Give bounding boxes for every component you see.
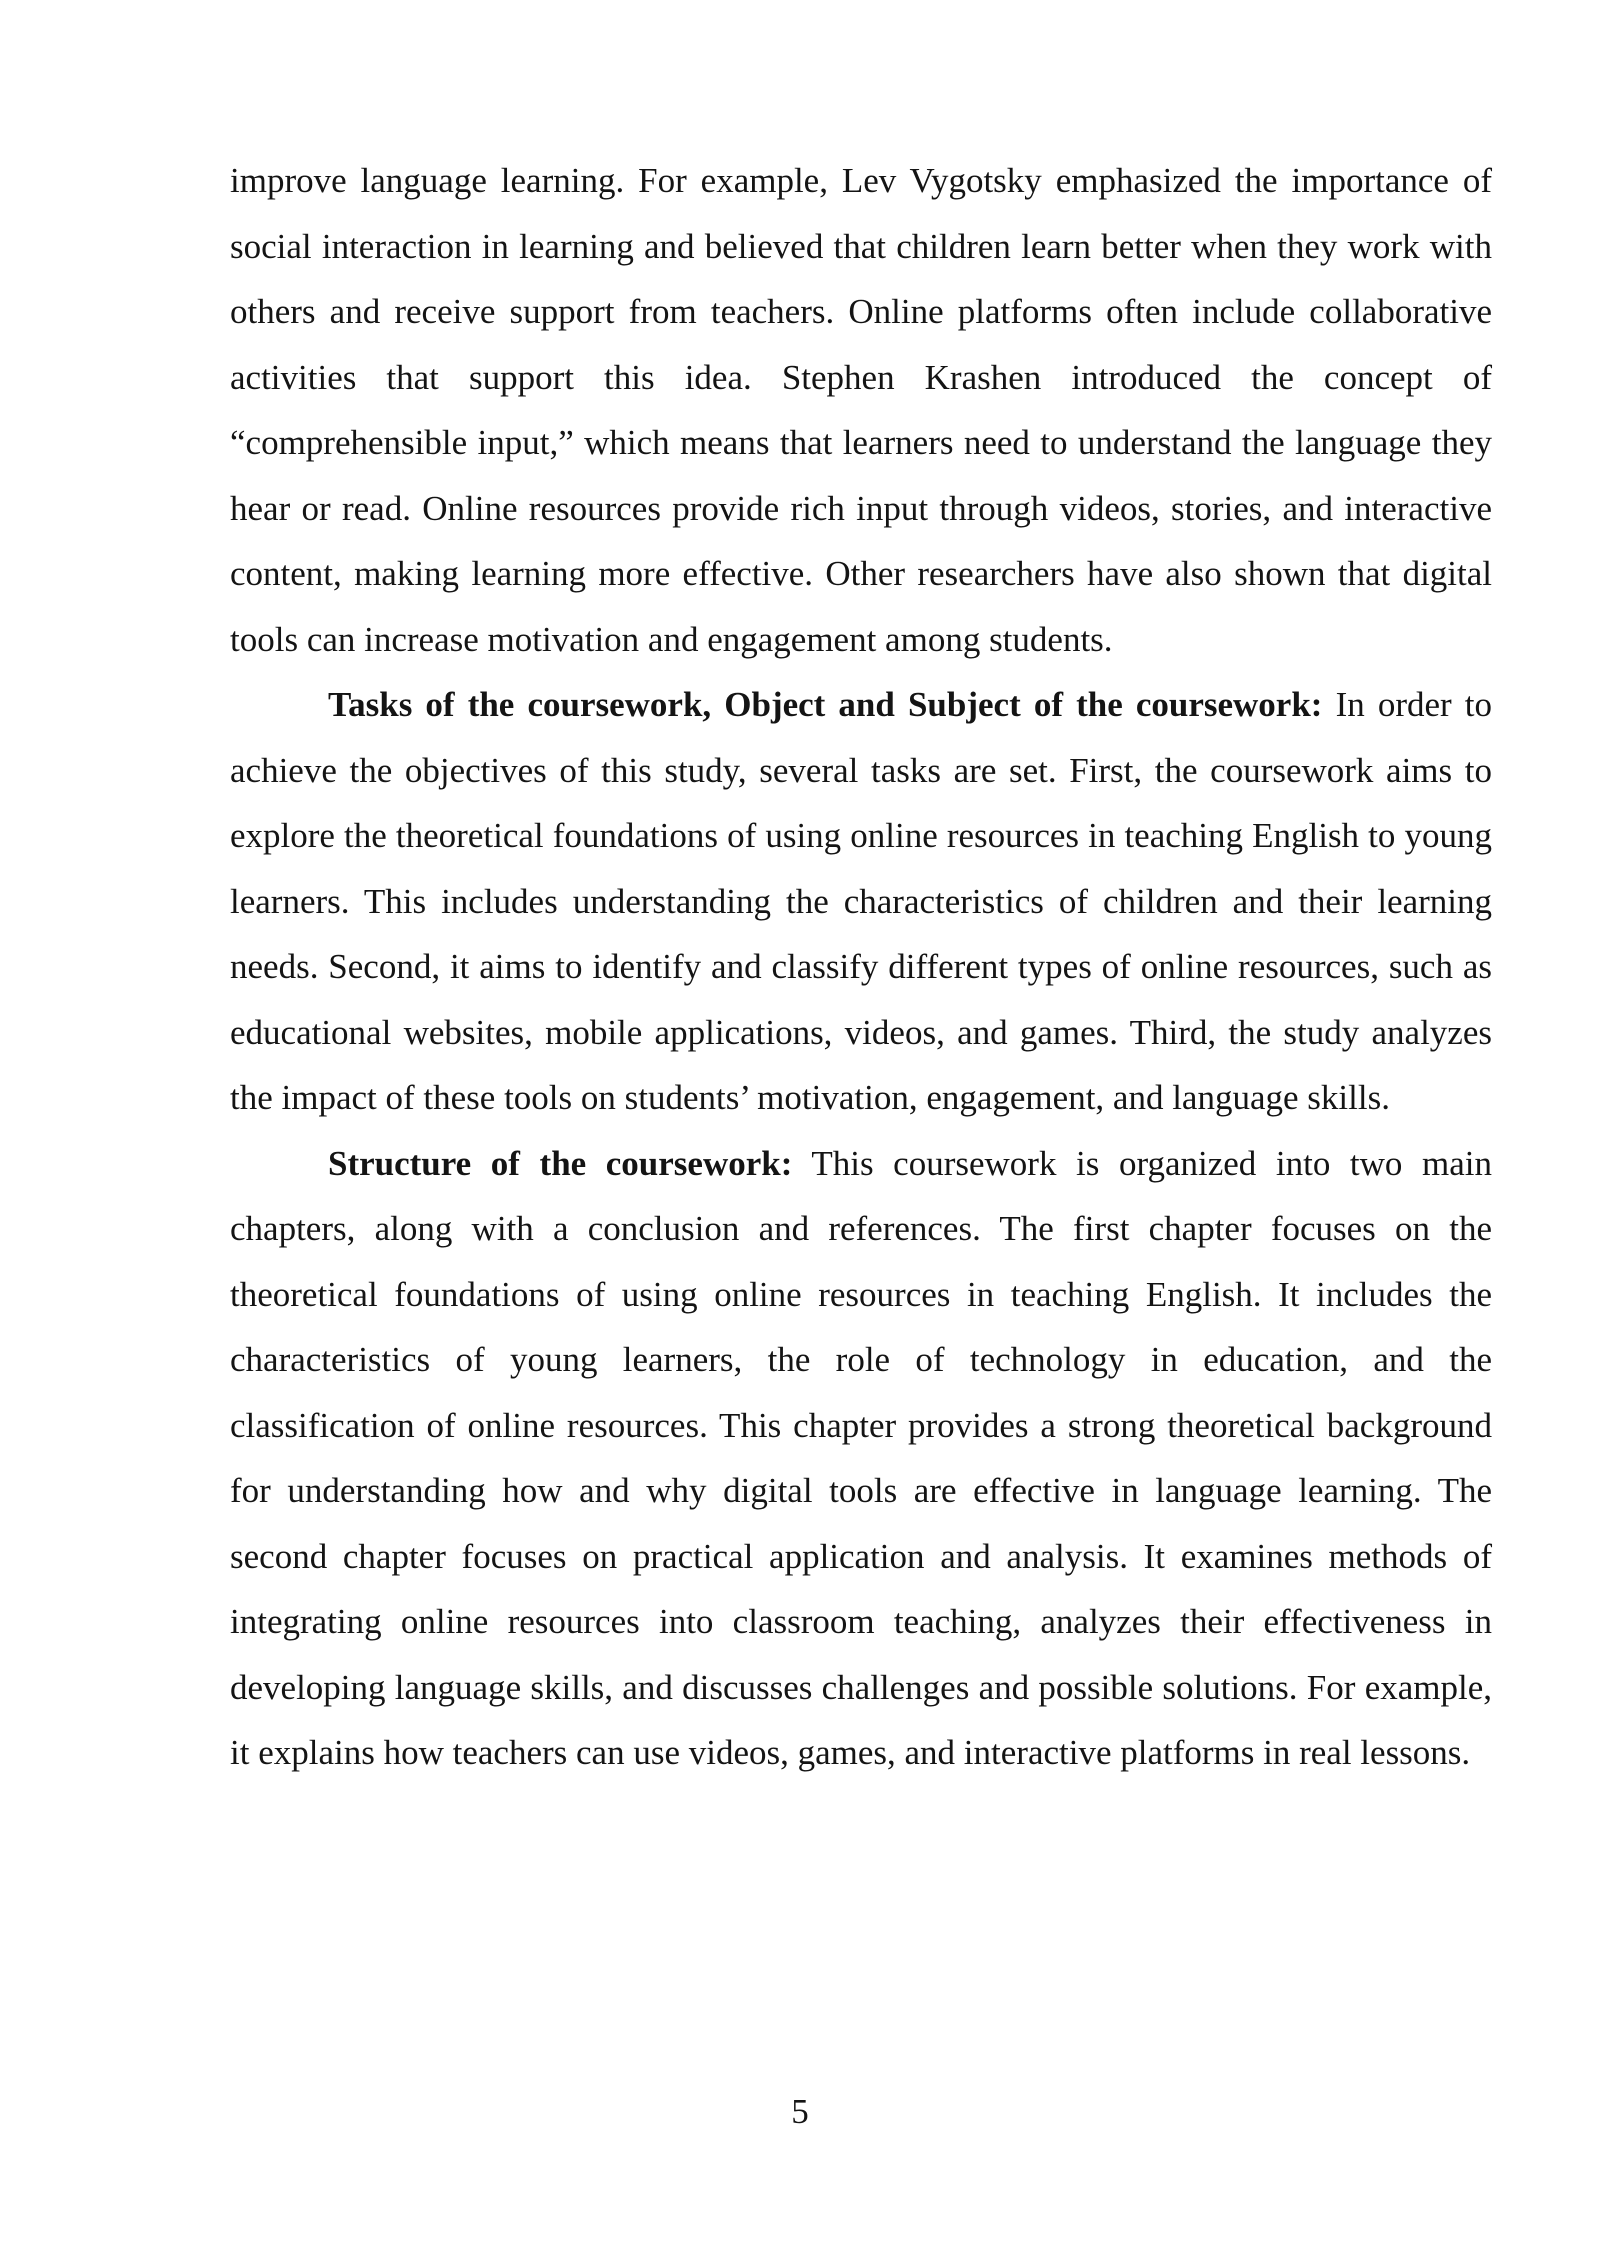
structure-text: This coursework is organized into two main chapters, along with a conclusion and references. The first chapter focuses on the theoretical foundations of using online resources in teaching English. It includes the characteristics of young learners, the role of technology in education, and the classification of online resources. This chapter provides a strong theoretical background for understanding how and why digital tools are effective in language learning. The second chapter focuses on practical application and analysis. It examines methods of integrating online resources into classroom teaching, analyzes their effectiveness in developing language skills, and discusses challenges and possible solutions. For example, it explains how teachers can use videos, games, and interactive platforms in real lessons. bbox=[230, 1143, 1492, 1772]
structure-heading: Structure of the coursework: bbox=[328, 1143, 793, 1183]
paragraph-structure bbox=[230, 1131, 1492, 1786]
document-body bbox=[230, 148, 1492, 1786]
tasks-text: In order to achieve the objectives of this study, several tasks are set. First, the coursework aims to explore the theoretical foundations of using online resources in teaching English to young learners. This includes understanding the characteristics of children and their learning needs. Second, it aims to identify and classify different types of online resources, such as educational websites, mobile applications, videos, and games. Third, the study analyzes the impact of these tools on students’ motivation, engagement, and language skills. bbox=[230, 685, 1492, 1117]
tasks-heading: Tasks of the coursework, Object and Subject of the coursework: bbox=[328, 685, 1323, 724]
page-number: 5 bbox=[791, 2092, 809, 2131]
paragraph-vygotsky-krashen: improve language learning. For example, Lev Vygotsky emphasized the importance of social interaction in learning and believed that children learn better when they work with others and receive support from teachers. Online platforms often include collaborative activities that support this idea. Stephen Krashen introduced the concept of “comprehensible input,” which means that learners need to understand the language they hear or read. Online resources provide rich input through videos, stories, and interactive content, making learning more effective. Other researchers have also shown that digital tools can increase motivation and engagement among students. bbox=[230, 161, 1492, 659]
paragraph-tasks bbox=[230, 672, 1492, 1131]
